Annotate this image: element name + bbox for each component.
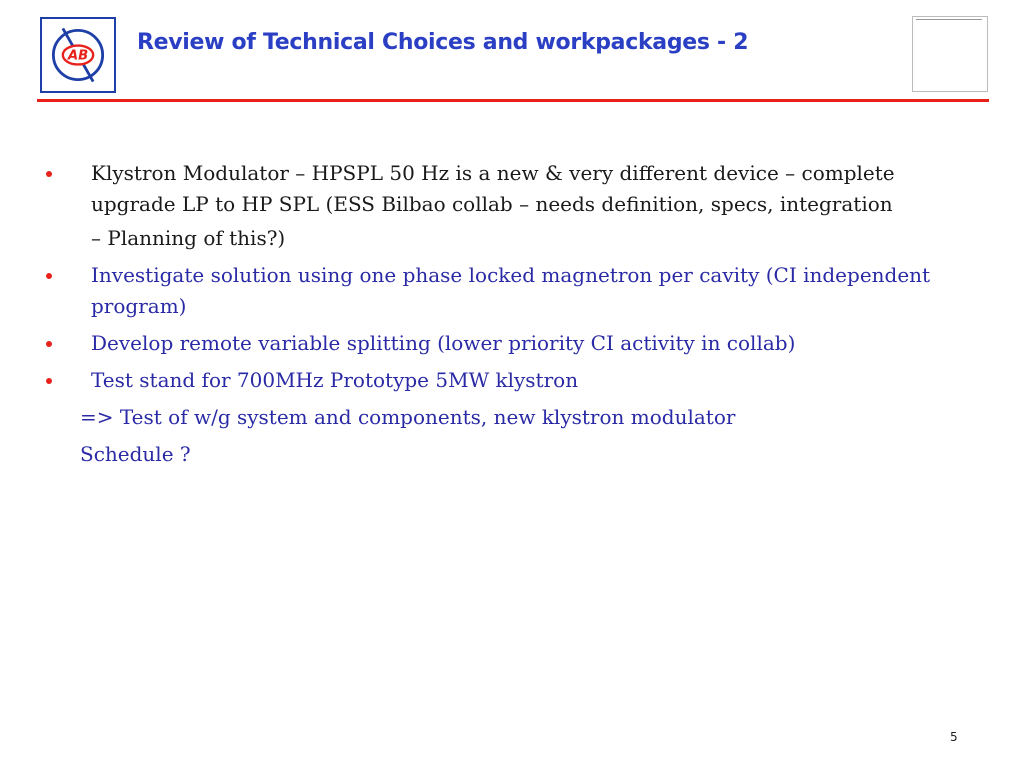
bullet-dot-icon	[46, 341, 52, 347]
title-divider	[37, 99, 989, 102]
bullet-item-3	[46, 328, 966, 359]
bullet-item-1	[46, 158, 966, 220]
bullet-dot-icon	[46, 378, 52, 384]
bullet-item-4	[46, 365, 966, 396]
logo-text: AB	[67, 48, 89, 64]
followup-line-1: => Test of w/g system and components, new klystron modulator	[80, 405, 736, 429]
thumbnail-image	[912, 16, 988, 92]
bullet-dot-icon	[46, 171, 52, 177]
bullet-text-2: Investigate solution using one phase locked magnetron per cavity (CI independent program)	[91, 263, 931, 318]
thumbnail-line	[916, 19, 982, 20]
ab-logo	[40, 17, 116, 93]
slide-content	[46, 158, 966, 476]
ab-logo-icon	[42, 19, 114, 91]
bullet-dot-icon	[46, 273, 52, 279]
bullet-continuation-1: – Planning of this?)	[91, 226, 286, 250]
bullet-text-1: Klystron Modulator – HPSPL 50 Hz is a new & very different device – complete upgrade LP to HP SPL (ESS Bilbao collab – needs definition, specs, integration	[91, 161, 895, 216]
slide-title: Review of Technical Choices and workpackages - 2	[137, 30, 749, 55]
bullet-text-4: Test stand for 700MHz Prototype 5MW klystron	[91, 368, 579, 392]
bullet-item-2	[46, 260, 966, 322]
page-number: 5	[950, 730, 958, 744]
bullet-text-3: Develop remote variable splitting (lower priority CI activity in collab)	[91, 331, 796, 355]
followup-line-2: Schedule ?	[80, 442, 191, 466]
